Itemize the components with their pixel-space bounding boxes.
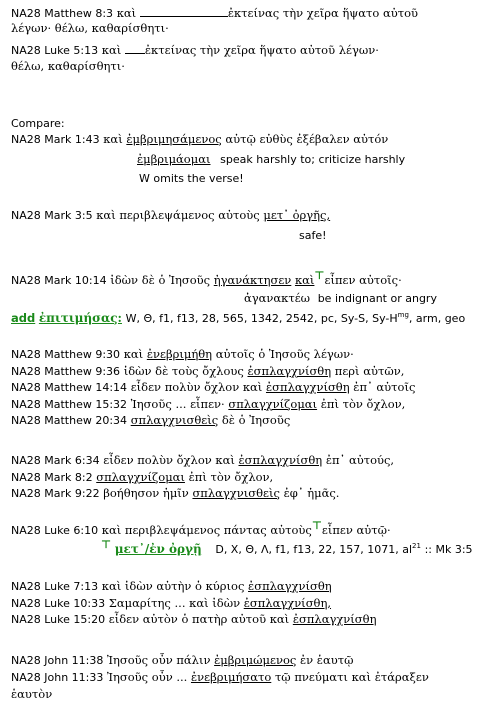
verse-ref: NA28 Luke 15:20 <box>11 613 106 626</box>
passage-line <box>11 364 404 379</box>
passage-line <box>11 653 353 668</box>
passage-line <box>11 347 354 362</box>
verse-ref: NA28 Mark 3:5 <box>11 209 93 222</box>
greek-text: ἐπ᾽ αὐτοῖς <box>353 380 416 394</box>
greek-text: ἐκτείνας τὴν χεῖρα ἥψατο αὐτοῦ λέγων· <box>144 43 379 57</box>
mark-10-14-line <box>11 269 402 288</box>
verse-ref: NA28 Matthew 15:32 <box>11 397 128 411</box>
underlined-word: σπλαγχνισθεὶς <box>130 413 219 427</box>
variant-reading <box>101 538 473 558</box>
greek-text: ἰδὼν δὲ ὁ Ἰησοῦς <box>110 273 211 287</box>
variant-marker: ⊤ <box>311 519 322 532</box>
underlined-word: μετ᾽ ὀργῆς, <box>263 208 331 222</box>
greek-text: ἐπὶ τὸν ὄχλον, <box>188 469 274 484</box>
greek-text: Ἰησοῦς οὖν πάλιν <box>107 653 211 667</box>
passage-line <box>11 380 415 395</box>
greek-text: τῷ πνεύματι καὶ ἐτάραξεν <box>274 670 429 684</box>
verse-ref: NA28 Mark 9:22 <box>11 487 100 500</box>
greek-text: δὲ ὁ Ἰησοῦς <box>221 413 291 427</box>
underlined-word: σπλαγχνισθεὶς <box>192 486 280 500</box>
verse-ref: NA28 Matthew 20:34 <box>11 414 128 427</box>
lexeme: ἐμβριμάομαι <box>137 152 211 166</box>
mark-3-5-line <box>11 208 330 223</box>
greek-text: εἶδεν πολὺν ὄχλον καὶ <box>103 453 235 467</box>
greek-text: αὐτῷ εὐθὺς ἐξέβαλεν αὐτόν <box>225 132 389 146</box>
superscript: 21 <box>412 542 421 550</box>
greek-text: καὶ περιβλεψάμενος πάντας αὐτοὺς <box>101 523 312 537</box>
underlined-word: ἐσπλαγχνίσθη <box>265 380 350 394</box>
passage-line <box>11 612 376 627</box>
greek-text: καὶ <box>103 132 123 146</box>
passage-line <box>11 453 394 468</box>
greek-text: θέλω, καθαρίσθητι· <box>11 59 125 73</box>
luke-6-10-line <box>11 519 391 538</box>
luke-5-13-cont <box>11 59 125 73</box>
variant-word: ἐπιτιμήσας: <box>38 311 122 325</box>
verse-ref: NA28 Matthew 9:36 <box>11 364 121 378</box>
greek-text: ἐκτείνας τὴν χεῖρα ἥψατο αὐτοῦ <box>227 6 419 20</box>
matthew-8-3-cont <box>11 21 169 35</box>
lexicon-entry <box>244 291 437 306</box>
compare-label: Compare: <box>11 117 65 130</box>
verse-ref: NA28 Mark 10:14 <box>11 274 107 287</box>
underlined-word: ἐσπλαγχνίσθη <box>248 579 332 593</box>
underlined-word: ἐσπλαγχνίσθη <box>292 612 377 626</box>
verse-ref: NA28 Matthew 14:14 <box>11 381 128 394</box>
matthew-8-3-line <box>11 6 418 21</box>
add-label: add <box>11 311 36 325</box>
greek-text: ἐφ᾽ ἡμᾶς. <box>283 486 340 500</box>
underlined-word: σπλαγχνίζομαι <box>96 469 185 484</box>
verse-ref: NA28 Luke 6:10 <box>11 524 99 537</box>
underlined-word: σπλαγχνίζομαι <box>228 396 318 411</box>
greek-text: καὶ <box>294 273 315 287</box>
underlined-word: ἐμβριμώμενος <box>214 653 297 667</box>
greek-text: εἶπεν αὐτοῖς· <box>324 273 402 287</box>
witness-list: W, Θ, f1, f13, 28, 565, 1342, 2542, pc, Sy-S, Sy-H <box>125 312 398 325</box>
definition: be indignant or angry <box>317 292 437 305</box>
witness-list: D, X, Θ, Λ, f1, f13, 22, 157, 1071, al <box>215 543 412 556</box>
greek-text: ἰδὼν δὲ τοὺς ὄχλους <box>123 363 244 378</box>
greek-text: ἐπὶ τὸν ὄχλον, <box>320 396 406 411</box>
witness-tail: , arm, geo <box>408 312 466 325</box>
greek-text: βοήθησον ἡμῖν <box>103 486 189 500</box>
greek-text: Ἰησοῦς ... εἶπεν· <box>130 396 225 411</box>
underlined-word: ἐνεβριμήσατο <box>190 670 272 684</box>
underlined-word: ἠγανάκτησεν <box>213 273 292 287</box>
greek-text: Σαμαρίτης ... καὶ ἰδὼν <box>108 595 241 610</box>
passage-line <box>11 579 332 594</box>
superscript: mg <box>397 311 409 319</box>
verse-ref: NA28 Mark 8:2 <box>11 470 93 484</box>
john-11-33-cont: ἑαυτὸν <box>11 687 53 701</box>
greek-text: περὶ αὐτῶν, <box>334 363 405 378</box>
greek-text: εἶπεν αὐτῷ· <box>321 523 391 537</box>
greek-text: αὐτοῖς ὁ Ἰησοῦς λέγων· <box>215 347 354 361</box>
verse-ref: NA28 Luke 7:13 <box>11 580 99 593</box>
passage-line <box>11 470 273 485</box>
greek-text: λέγων· θέλω, καθαρίσθητι· <box>11 21 169 35</box>
lexeme: ἀγανακτέω <box>244 291 311 305</box>
greek-text: καὶ <box>123 347 144 361</box>
blank-line <box>140 6 228 17</box>
greek-text: καὶ <box>116 6 137 20</box>
verse-ref: NA28 Matthew 8:3 <box>11 7 114 20</box>
greek-text: καὶ περιβλεψάμενος αὐτοὺς <box>96 208 260 222</box>
blank-line <box>125 43 145 54</box>
verse-ref: NA28 Mark 1:43 <box>11 133 100 146</box>
variant-word: μετ᾽/ἐν ὀργῇ <box>114 542 202 556</box>
greek-text: ἐπ᾽ αὐτούς, <box>325 453 395 467</box>
manuscript-note: W omits the verse! <box>139 172 244 185</box>
verse-ref: NA28 Luke 5:13 <box>11 44 99 57</box>
definition: speak harshly to; criticize harshly <box>220 153 406 166</box>
greek-text: ἐν ἑαυτῷ <box>299 653 354 667</box>
verse-ref: NA28 Mark 6:34 <box>11 454 100 467</box>
greek-text: εἶδεν πολὺν ὄχλον καὶ <box>130 380 263 394</box>
greek-text: εἶδεν αὐτὸν ὁ πατὴρ αὐτοῦ καὶ <box>108 612 290 626</box>
greek-text: Ἰησοῦς οὖν ... <box>107 670 188 684</box>
lexicon-entry <box>137 152 405 167</box>
variant-marker: ⊤ <box>101 538 112 551</box>
variant-add-line <box>11 311 465 327</box>
passage-line <box>11 596 331 611</box>
verse-ref: NA28 John 11:38 <box>11 654 104 667</box>
underlined-word: ἐσπλαγχνίσθη <box>247 363 332 378</box>
parallel-ref: :: Mk 3:5 <box>424 543 473 556</box>
passage-line <box>11 397 405 412</box>
passage-line <box>11 486 339 501</box>
verse-ref: NA28 John 11:33 <box>11 671 104 684</box>
underlined-word: ἐσπλαγχνίσθη <box>238 453 323 467</box>
passage-line <box>11 670 429 685</box>
verse-ref: NA28 Luke 10:33 <box>11 596 106 610</box>
safe-note: safe! <box>299 229 327 242</box>
greek-text: καὶ <box>101 43 122 57</box>
verse-ref: NA28 Matthew 9:30 <box>11 348 121 361</box>
mark-1-43-line <box>11 132 388 147</box>
luke-5-13-line <box>11 43 379 58</box>
underlined-word: ἐσπλαγχνίσθη, <box>243 595 332 610</box>
underlined-word: ἐνεβριμήθη <box>146 347 213 361</box>
greek-text: καὶ ἰδὼν αὐτὴν ὁ κύριος <box>101 579 245 593</box>
passage-line <box>11 413 290 428</box>
variant-marker: ⊤ <box>314 269 325 282</box>
underlined-word: ἐμβριμησάμενος <box>126 132 222 146</box>
